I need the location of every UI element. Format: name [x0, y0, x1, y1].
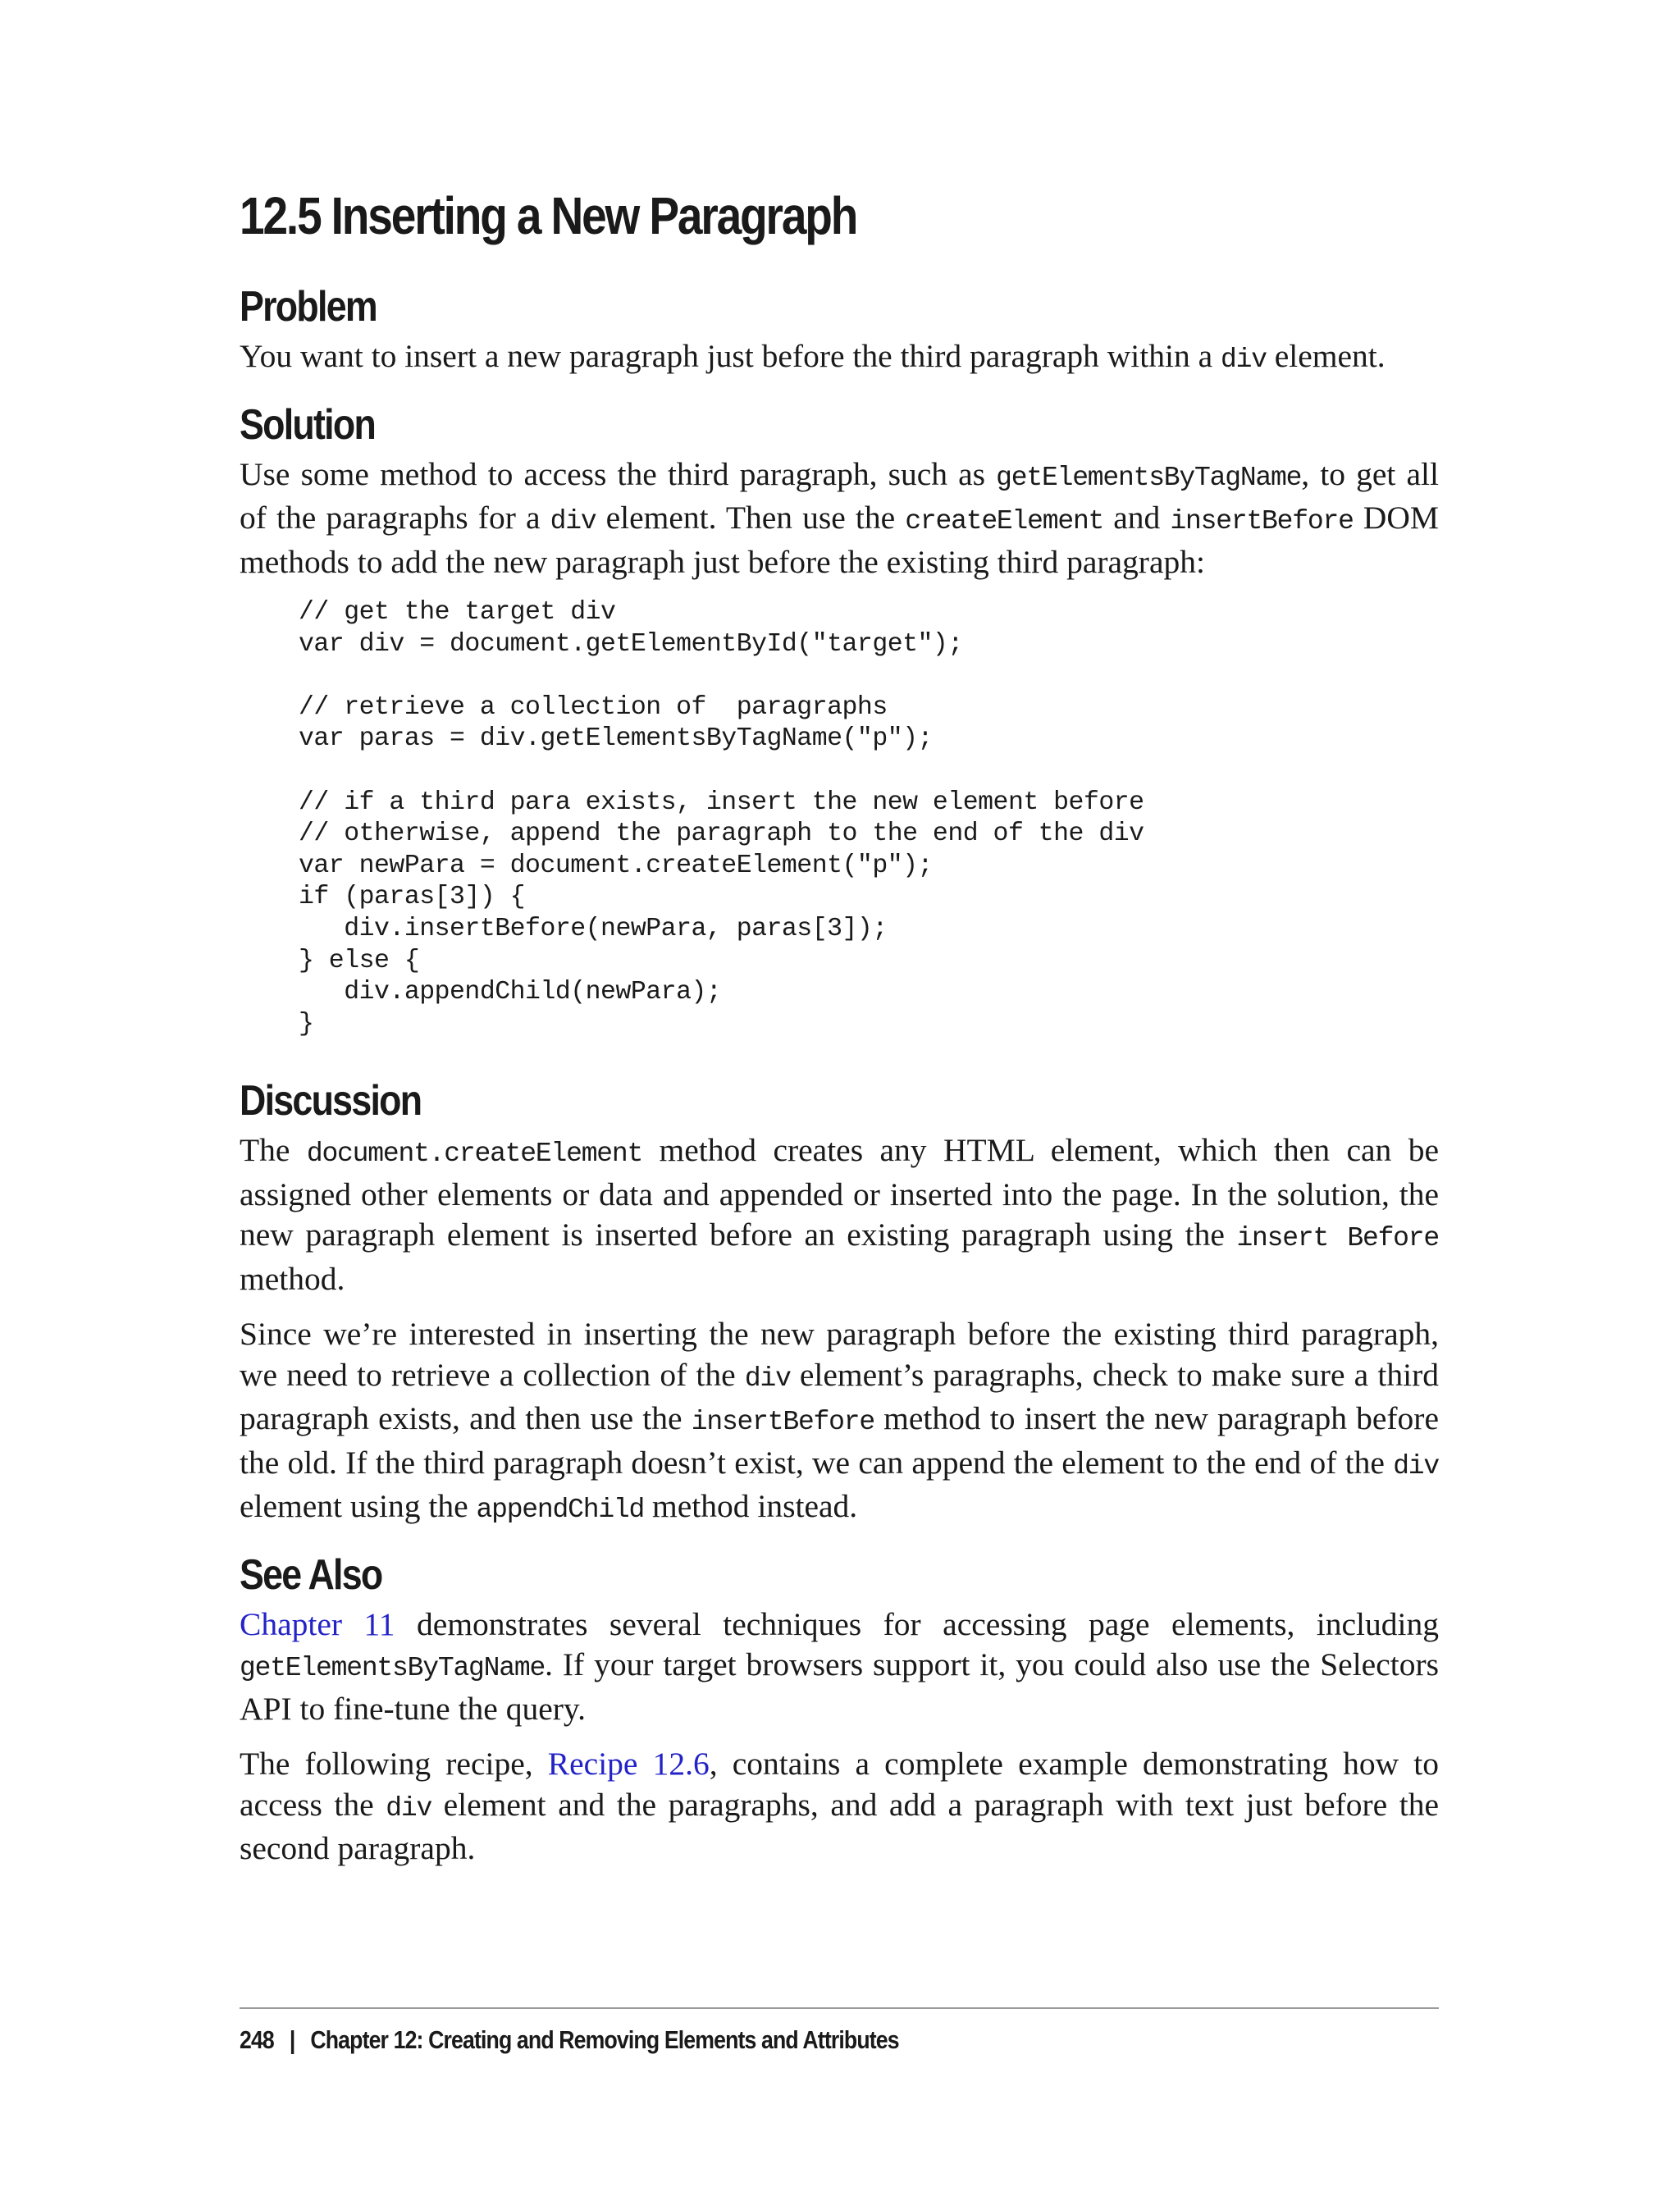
see-also-section	[240, 1545, 1439, 1869]
inline-code: div	[550, 506, 596, 536]
code-listing: // get the target div var div = document.getElementById("target"); // retrieve a collection of paragraphs var paras = div.getElementsByTagName("p"); // if a third para exists, insert the new element before // otherwise, append the paragraph to the end of the div var newPara = document.createElement("p"); if (paras[3]) { div.insertBefore(newPara, paras[3]); } else { div.appendChild(newPara); }	[299, 598, 1144, 1039]
inline-code: insertBefore	[691, 1407, 874, 1438]
page-number: 248	[240, 2025, 274, 2054]
inline-code: appendChild	[476, 1495, 645, 1526]
inline-code: document.createElement	[306, 1139, 643, 1170]
inline-code: insertBefore	[1170, 506, 1354, 536]
inline-code: div	[1393, 1450, 1439, 1481]
discussion-paragraph-2: Since we’re interested in inserting the new paragraph before the existing third paragraph, we need to retrieve a collection of the div element’s paragraphs, check to make sure a third paragraph exists, and then use the insertBefore method to insert the new paragraph before the old. If the third paragraph doesn’t exist, we can append the element to the end of the div element using the appendChild method instead.	[240, 1316, 1439, 1526]
page-footer	[240, 2007, 1439, 2055]
inline-code: div	[744, 1363, 791, 1394]
inline-code: div	[1221, 345, 1267, 375]
solution-text: Use some method to access the third paragraph, such as getElementsByTagName, to get all of the paragraphs for a div element. Then use the createElement and insertBefore DOM methods to add the new paragraph just before the existing third paragraph:	[240, 455, 1439, 580]
problem-text: You want to insert a new paragraph just before the third paragraph within a div element.	[240, 338, 1386, 375]
recipe-title: 12.5 Inserting a New Paragraph	[240, 186, 857, 245]
footer-chapter-title: Chapter 12: Creating and Removing Elements and Attributes	[310, 2025, 899, 2054]
problem-section	[240, 277, 1439, 381]
inline-code: insert Before	[1236, 1223, 1439, 1254]
inline-code: div	[386, 1792, 432, 1824]
discussion-heading: Discussion	[240, 1077, 422, 1125]
see-also-paragraph-2: The following recipe, Recipe 12.6, contains a complete example demonstrating how to access the div element and the paragraphs, and add a paragraph with text just before the second paragraph.	[240, 1746, 1440, 1867]
inline-code: getElementsByTagName	[996, 462, 1302, 493]
solution-heading: Solution	[240, 400, 376, 449]
inline-code: createElement	[905, 506, 1104, 536]
footer-separator: |	[289, 2025, 295, 2054]
solution-section	[240, 395, 1439, 1041]
recipe-12-6-link[interactable]: Recipe 12.6	[547, 1746, 710, 1783]
see-also-heading: See Also	[240, 1550, 382, 1599]
discussion-section	[240, 1071, 1439, 1531]
page-content	[240, 179, 1439, 1884]
chapter-11-link[interactable]: Chapter 11	[240, 1605, 395, 1642]
problem-heading: Problem	[240, 283, 377, 331]
inline-code: getElementsByTagName	[240, 1653, 546, 1684]
see-also-paragraph-1: Chapter 11 demonstrates several techniques for accessing page elements, including getElementsByTagName. If your target browsers support it, you could also use the Selectors API to fine-tune the query.	[240, 1605, 1439, 1727]
discussion-paragraph-1: The document.createElement method creates any HTML element, which then can be assigned other elements or data and appended or inserted into the page. In the solution, the new paragraph element is inserted before an existing paragraph using the insert Before method.	[240, 1132, 1440, 1297]
